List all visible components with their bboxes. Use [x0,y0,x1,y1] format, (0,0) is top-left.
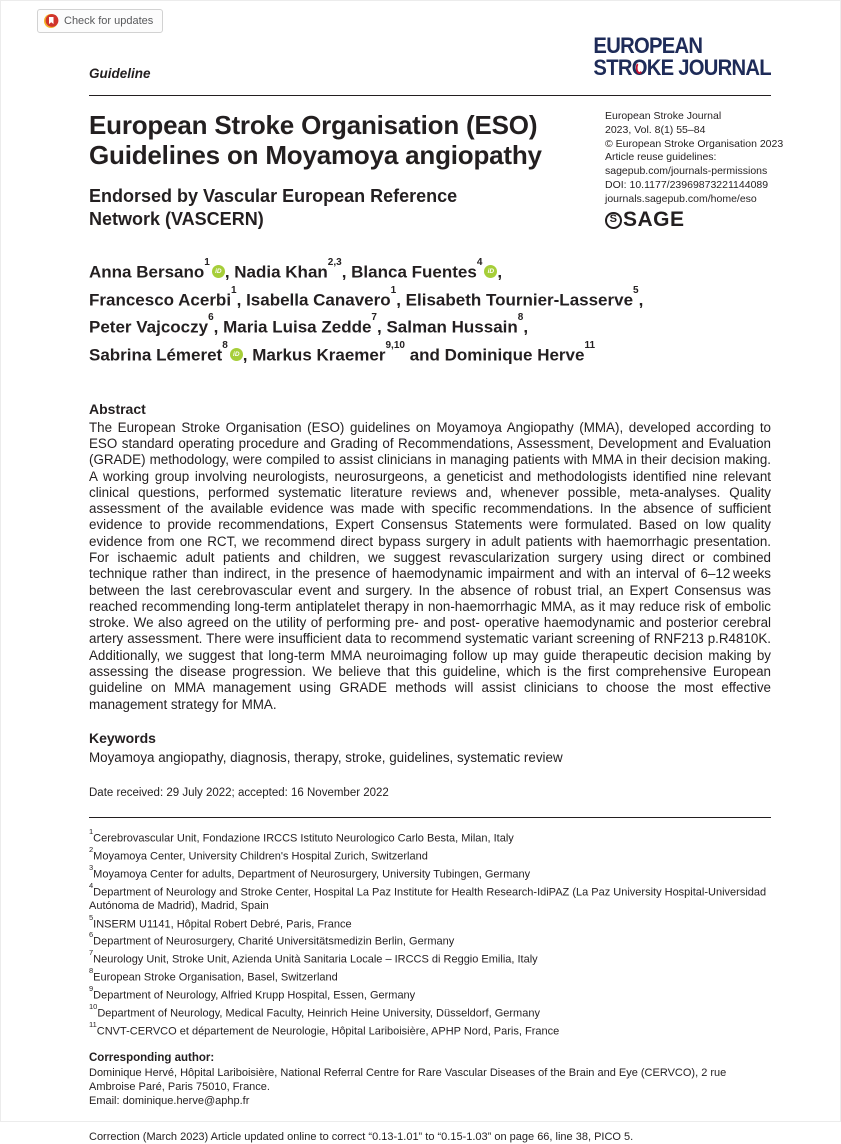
orcid-icon[interactable]: iD [230,348,243,361]
logo-line-2: STRO KE JOURNAL [593,54,771,80]
author-affiliation-sup: 1 [231,284,237,296]
header-rule [89,1,771,96]
footnote: $^6$Department of Neurosurgery, Charité Universitätsmedizin Berlin, Germany [89,930,455,949]
abstract-heading: Abstract [89,400,146,417]
author-name: Maria Luisa Zedde [223,317,372,337]
meta-link[interactable]: sagepub.com/journals-permissions [605,165,768,178]
footnote: $^{10}$Department of Neurology, Medical Faculty, Heinrich Heine University, Düsseldorf, Germany [89,1001,540,1020]
author-affiliation-sup: 6 [208,312,214,324]
check-for-updates-label: Check for updates [64,15,154,27]
author-affiliation-sup: 11 [584,339,596,351]
footnote: $^1$Cerebrovascular Unit, Fondazione IRCCS Istituto Neurologico Carlo Besta, Milan, Italy [89,826,514,845]
footnote: $^7$Neurology Unit, Stroke Unit, Azienda Unità Sanitaria Locale – IRCCS di Reggio Emilia, Italy [89,948,538,966]
meta-line: Article reuse guidelines: [605,151,717,164]
author-affiliation-sup: 1 [390,284,397,296]
author-affiliation-sup: 1 [204,257,210,268]
corresponding-author-block [89,1051,771,1109]
meta-line: © European Stroke Organisation 2023 [605,137,784,150]
author-affiliation-sup: 7 [371,312,377,324]
correction-note: Correction (March 2023) Article updated online to correct “0.13-1.01” to “0.15-1.03” on page 66, line 38, PICO 5. [89,1131,634,1144]
author-name: Isabella Canavero [246,290,391,310]
author-name: Blanca Fuentes [351,262,477,282]
footnote: $^3$Moyamoya Center for adults, Department of Neurosurgery, University Tubingen, Germany [89,862,531,881]
sage-s-circle-icon: S [605,212,622,229]
author-affiliation-sup: 4 [476,257,483,268]
meta-line: 2023, Vol. 8(1) 55–84 [605,123,706,136]
author-affiliation-sup: 8 [222,339,228,351]
keywords-heading: Keywords [89,729,156,746]
affiliations [89,828,771,1039]
footnote-divider [89,817,771,818]
sage-logo-icon: S SAGE [605,212,771,229]
meta-link[interactable]: DOI: 10.1177/23969873221144089 [605,178,769,191]
journal-meta [605,110,784,232]
footnote: $^5$INSERM U1141, Hôpital Robert Debré, Paris, France [89,912,352,931]
email-link[interactable]: dominique.herve@aphp.fr [122,1095,250,1108]
footnote: $^2$Moyamoya Center, University Children's Hospital Zurich, Switzerland [89,844,428,863]
logo-line-1: EUROPEAN [593,33,703,58]
author-name: Sabrina Lémeret [89,345,223,365]
corresponding-author-heading: Corresponding author: [89,1051,215,1064]
keywords-text: Moyamoya angiopathy, diagnosis, therapy, stroke, guidelines, systematic review [89,749,563,765]
abstract-text: The European Stroke Organisation (ESO) guidelines on Moyamoya Angiopathy (MMA), developed according to ESO standard operating procedure and Grading of Recommendations, Assessment, Development and Evaluation (GRADE) methodology, were compiled to assist clinicians in managing patients with MMA in their decision making. A working group involving neurologists, neurosurgeons, a geneticist and methodologists identified nine relevant clinical questions, performed systematic literature reviews and, whenever possible, meta-analyses. Quality assessment of the available evidence was made with specific recommendations. In the absence of sufficient evidence to provide recommendations, Expert Consensus Statements were formulated. Based on low quality evidence from one RCT, we recommend direct bypass surgery in adult patients with haemorrhagic presentation. For ischaemic adult patients and children, we suggest revascularization surgery using direct or combined technique rather than indirect, in the presence of haemodynamic impairment and with an interval of 6–12 weeks between the last cerebrovascular event and surgery. In the absence of robust trial, an Expert Consensus was reached recommending long-term antiplatelet therapy in non-haemorrhagic MMA, as it may reduce risk of embolic stroke. We also agreed on the utility of performing pre- and post- operative haemodynamic and posterior cerebral artery assessment. There were insufficient data to recommend systematic variant screening of RNF213 p.R4810K. Additionally, we suggest that long-term MMA neuroimaging follow up may guide therapeutic decision making by assessing the disease progression. We believe that this guideline, which is the first comprehensive European guideline on MMA management using GRADE methods will assist clinicians to choose the most effective management strategy for MMA. [89,419,771,712]
orcid-icon[interactable]: iD [212,265,225,278]
footnote: $^8$European Stroke Organisation, Basel, Switzerland [89,966,338,984]
corresponding-author-email-line: Email: dominique.herve@aphp.fr [89,1095,250,1108]
author-affiliation-sup: 5 [633,284,639,296]
corresponding-author-address: Dominique Hervé, Hôpital Lariboisière, National Referral Centre for Rare Vascular Diseases of the Brain and Eye (CERVCO), 2 rue Ambroise Paré, Paris 75010, France. [89,1066,727,1094]
journal-logo-icon [593,35,771,78]
author-affiliation-sup: 9,10 [385,339,405,351]
author-affiliation-sup: 2,3 [327,257,342,268]
page-title: European Stroke Organisation (ESO) Guidelines on Moyamoya angiopathy [89,110,542,170]
author-name: Nadia Khan [234,262,328,282]
author-name: Salman Hussain [386,317,518,337]
author-name: Peter Vajcoczy [89,317,209,337]
crossmark-icon [43,13,59,29]
page-subtitle: Endorsed by Vascular European Reference Network (VASCERN) [89,186,458,229]
author-name: Markus Kraemer [252,345,386,365]
author-name: Dominique Herve [444,345,585,365]
footnote: $^{11}$CNVT-CERVCO et département de Neurologie, Hôpital Lariboisière, APHP Nord, Paris, France [89,1019,560,1038]
orcid-icon[interactable]: iD [484,265,497,278]
date-received: Date received: 29 July 2022; accepted: 16 November 2022 [89,786,389,799]
meta-link[interactable]: journals.sagepub.com/home/eso [605,192,757,205]
footnote: $^9$Department of Neurology, Alfried Krupp Hospital, Essen, Germany [89,984,416,1002]
section-label: Guideline [89,66,151,81]
author-name: Francesco Acerbi [89,290,232,310]
meta-line: European Stroke Journal [605,110,722,122]
footnote: $^4$Department of Neurology and Stroke Center, Hospital La Paz Institute for Health Research-IdiPAZ (La Paz University Hospital-Universidad Autónoma de Madrid), Madrid, Spain [89,880,767,913]
author-list: Anna Bersano$^1$iD , Nadia Khan$^{2,3}$, Blanca Fuentes$^4$iD , Francesco Acerbi$^1$, Isabella Canavero$^1$, Elisabeth Tournier-Lasserve$^5$, Peter Vajcoczy$^6$, Maria Luisa Zedde$^7$, Salman Hussain$^8$, Sabrina Lémeret$^8$iD , Markus Kraemer$^{9,10}$ and Dominique Herve$^{11}$ [89,257,644,365]
author-name: Elisabeth Tournier-Lasserve [405,290,634,310]
author-affiliation-sup: 8 [517,312,524,324]
author-name: Anna Bersano [89,262,205,282]
